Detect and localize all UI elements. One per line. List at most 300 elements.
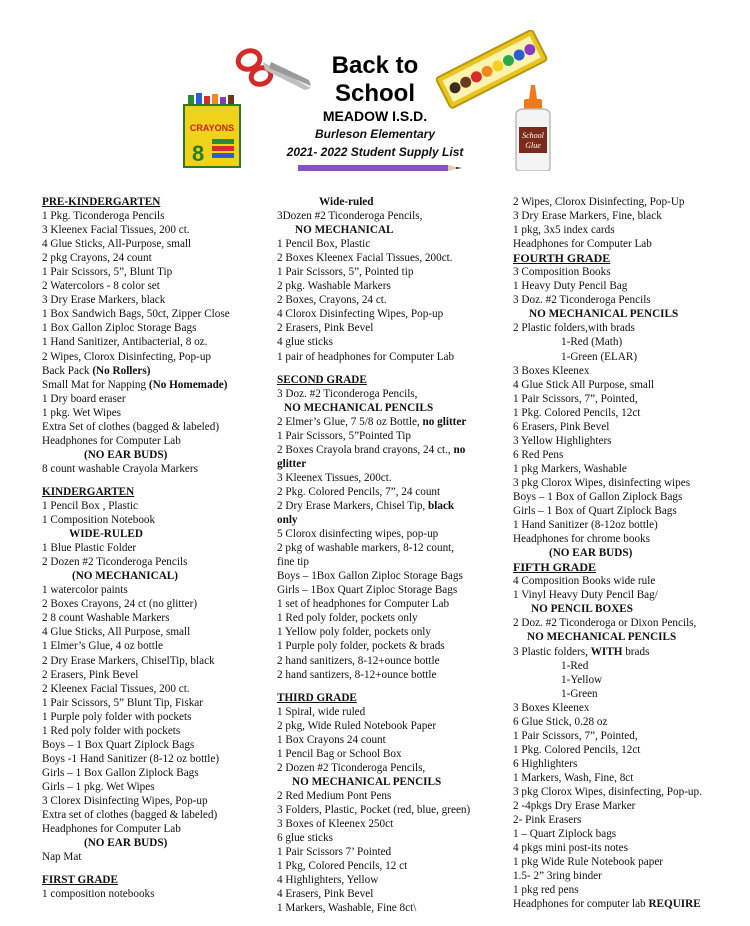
supply-item-text: 2 pkg, Wide Ruled Notebook Paper (277, 719, 437, 732)
supply-item (42, 350, 267, 364)
supply-item-text: 3 Dry Erase Markers, Fine, black (513, 210, 662, 223)
supply-item-text: 3 pkg Clorox Wipes, disinfecting wipes (513, 476, 691, 489)
supply-item (277, 457, 502, 471)
supply-item-text: 2 Doz. #2 Ticonderoga or Dixon Pencils, (513, 617, 697, 630)
supply-item (42, 597, 267, 611)
supply-item (513, 335, 743, 349)
supply-item-text: 1 Yellow poly folder, pockets only (277, 626, 431, 639)
supply-item (513, 602, 743, 616)
supply-item (42, 420, 267, 434)
supply-item (42, 265, 267, 279)
supply-item-text: 3 Kleenex Facial Tissues, 200 ct. (42, 224, 190, 237)
supply-item (277, 803, 502, 817)
supply-item (277, 195, 502, 209)
supply-item (277, 335, 502, 349)
supply-item-text: 2 Dozen #2 Ticonderoga Pencils (42, 556, 188, 569)
supply-item-text: 1 pkg Wide Rule Notebook paper (513, 856, 664, 869)
supply-item (277, 527, 502, 541)
supply-item-text: Headphones for computer lab (513, 898, 649, 911)
supply-item (513, 462, 743, 476)
supply-item (277, 611, 502, 625)
supply-item-text: 1-Red (Math) (561, 336, 623, 349)
supply-item (513, 321, 743, 335)
supply-item-text: 4 Glue Stick All Purpose, small (513, 378, 655, 391)
supply-item-text: 1 Pkg. Colored Pencils, 12ct (513, 743, 641, 756)
supply-item (513, 364, 743, 378)
supply-item-text: 1 Pair Scissors, 5”, Pointed tip (277, 266, 414, 279)
supply-item-text: 1.5- 2” 3ring binder (513, 870, 602, 883)
supply-item (277, 733, 502, 747)
supply-item (513, 687, 743, 701)
section-spacer (42, 476, 267, 485)
supply-item (42, 448, 267, 462)
supply-item-emphasis: no (453, 443, 466, 456)
supply-item-text: (NO EAR BUDS) (84, 448, 168, 461)
supply-item (42, 668, 267, 682)
supply-item (42, 541, 267, 555)
supply-item (277, 307, 502, 321)
supply-item (42, 555, 267, 569)
supply-item (42, 321, 267, 335)
supply-item (42, 710, 267, 724)
supply-item (277, 499, 502, 513)
supply-item (277, 251, 502, 265)
supply-item-text: 3 Clorex Disinfecting Wipes, Pop-up (42, 794, 208, 807)
supply-item-text: glitter (277, 457, 307, 470)
supply-item-text: 5 Clorox disinfecting wipes, pop-up (277, 528, 439, 541)
supply-item (42, 513, 267, 527)
supply-item-text: 4 pkgs mini post-its notes (513, 842, 628, 855)
supply-item-text: 6 glue sticks (277, 832, 333, 845)
supply-item-text: Small Mat for Napping (42, 378, 149, 391)
supply-item-text: 1 Blue Plastic Folder (42, 542, 137, 555)
supply-item-text: 1-Green (561, 687, 598, 700)
supply-item (42, 434, 267, 448)
supply-item-text: 2 Boxes Kleenex Facial Tissues, 200ct. (277, 252, 453, 265)
supply-item (42, 639, 267, 653)
supply-item-text: Back Pack (42, 364, 93, 377)
supply-item-text: 2 Wipes, Clorox Disinfecting, Pop-up (42, 350, 212, 363)
supply-item-text: 1 Box Sandwich Bags, 50ct, Zipper Close (42, 308, 230, 321)
supply-item-text: 4 Composition Books wide rule (513, 575, 656, 588)
supply-item-text: 1 Pencil Bag or School Box (277, 747, 402, 760)
supply-item-text: 2 8 count Washable Markers (42, 612, 170, 625)
supply-item (42, 279, 267, 293)
supply-item (277, 429, 502, 443)
supply-item (513, 265, 743, 279)
supply-item (42, 527, 267, 541)
section-spacer (42, 864, 267, 873)
supply-item (513, 420, 743, 434)
supply-item-text: 1 Dry board eraser (42, 392, 126, 405)
grade-heading-text: PRE-KINDERGARTEN (42, 196, 161, 208)
supply-item-text: 1 watercolor paints (42, 584, 128, 597)
supply-item (513, 799, 743, 813)
supply-item-text: 1 Box Crayons 24 count (277, 733, 386, 746)
supply-item (42, 780, 267, 794)
supply-column-1 (42, 195, 267, 901)
supply-item (277, 321, 502, 335)
supply-item (277, 873, 502, 887)
supply-item-text: 4 Glue Sticks, All-Purpose, small (42, 238, 192, 251)
supply-item-text: Wide-ruled (319, 196, 374, 208)
supply-item (277, 654, 502, 668)
supply-item (513, 350, 743, 364)
supply-item (277, 513, 502, 527)
supply-item-text: 1 Hand Sanitizer, Antibacterial, 8 oz. (42, 336, 208, 349)
title-line-1: Back to (331, 52, 419, 79)
supply-item (513, 588, 743, 602)
supply-item (513, 743, 743, 757)
supply-item-text: 2 Dozen #2 Ticonderoga Pencils, (277, 761, 426, 774)
supply-item-text: 3 Folders, Plastic, Pocket (red, blue, green) (277, 803, 471, 816)
supply-item-text: 1 pkg, 3x5 index cards (513, 224, 615, 237)
supply-item (513, 630, 743, 644)
supply-item-text: 3Dozen #2 Ticonderoga Pencils, (277, 210, 423, 223)
supply-item (277, 237, 502, 251)
list-title: 2021- 2022 Student Supply List (286, 145, 464, 159)
supply-item (42, 794, 267, 808)
supply-item-text: 2 pkg of washable markers, 8-12 count, (277, 542, 455, 555)
supply-item (513, 616, 743, 630)
supply-item (42, 237, 267, 251)
supply-item (513, 771, 743, 785)
supply-item-text: Boys – 1 Box of Gallon Ziplock Bags (513, 490, 683, 503)
grade-heading-text: THIRD GRADE (277, 691, 357, 704)
supply-item-text: (NO EAR BUDS) (84, 837, 168, 850)
supply-item-text: 1 Purple poly folder with pockets (42, 710, 192, 723)
supply-item (513, 209, 743, 223)
supply-item-text: 1 Box Gallon Ziploc Storage Bags (42, 322, 197, 335)
supply-item-text: 2 Erasers, Pink Bevel (42, 668, 139, 681)
grade-heading (513, 251, 743, 265)
supply-item (513, 883, 743, 897)
supply-item-text: Nap Mat (42, 851, 82, 864)
grade-heading-text: KINDERGARTEN (42, 485, 135, 498)
supply-item-text: Headphones for chrome books (513, 533, 651, 546)
supply-item (42, 209, 267, 223)
supply-item-text: 3 Kleenex Tissues, 200ct. (277, 471, 392, 484)
supply-item (277, 293, 502, 307)
crayon-box-number: 8 (192, 141, 205, 166)
supply-item (277, 845, 502, 859)
grade-heading (42, 195, 267, 209)
supply-item-text: 3 Plastic folders, (513, 645, 591, 658)
supply-item-text: Headphones for Computer Lab (513, 238, 652, 251)
supply-item-text: 2 Boxes, Crayons, 24 ct. (277, 294, 387, 307)
supply-item-text: 6 Highlighters (513, 757, 578, 770)
supply-item (42, 696, 267, 710)
supply-item (42, 462, 267, 476)
supply-item (42, 335, 267, 349)
supply-item (513, 645, 743, 659)
supply-item (42, 406, 267, 420)
supply-item-text: 1 Pencil Box , Plastic (42, 499, 139, 512)
supply-item-text: 1 Pencil Box, Plastic (277, 238, 371, 251)
supply-item-text: 1 Hand Sanitizer (8-12oz bottle) (513, 519, 658, 532)
supply-item (277, 555, 502, 569)
supply-item (42, 251, 267, 265)
section-spacer (277, 682, 502, 691)
supply-item (277, 859, 502, 873)
grade-heading (42, 873, 267, 887)
supply-item (277, 569, 502, 583)
supply-item (513, 448, 743, 462)
supply-item (42, 822, 267, 836)
supply-item-text-suffix: brads (622, 645, 650, 658)
supply-item (513, 532, 743, 546)
supply-item (513, 223, 743, 237)
supply-item-text: 1 Pair Scissors, 5”, Blunt Tip (42, 266, 173, 279)
supply-item (277, 597, 502, 611)
grade-heading (42, 485, 267, 499)
supply-item (42, 766, 267, 780)
supply-item-text: 1-Green (ELAR) (561, 350, 638, 363)
supply-item (277, 887, 502, 901)
supply-item-text: 3 Boxes of Kleenex 250ct (277, 818, 394, 831)
supply-item (277, 401, 502, 415)
supply-item-text: 2 Erasers, Pink Bevel (277, 322, 374, 335)
supply-item-text: 2 hand sanitizers, 8-12+ounce bottle (277, 654, 440, 667)
supply-item (42, 293, 267, 307)
supply-item-text: (NO EAR BUDS) (549, 547, 633, 560)
supply-item-text: 1 pair of headphones for Computer Lab (277, 350, 455, 363)
supply-item (42, 583, 267, 597)
district-name: MEADOW I.S.D. (322, 108, 428, 124)
supply-item (513, 701, 743, 715)
supply-item (513, 490, 743, 504)
supply-item-text: 1 Pair Scissors, 5”Pointed Tip (277, 429, 411, 442)
grade-heading-text: SECOND GRADE (277, 373, 367, 386)
supply-item-text: 4 Glue Sticks, All Purpose, small (42, 626, 191, 639)
supply-item-text: 2 Plastic folders,with brads (513, 322, 635, 335)
supply-item-text: NO MECHANICAL PENCILS (292, 775, 442, 788)
supply-item-text: Headphones for Computer Lab (42, 434, 181, 447)
supply-item (513, 855, 743, 869)
supply-item (513, 293, 743, 307)
supply-item-text: 4 Clorox Disinfecting Wipes, Pop-up (277, 308, 444, 321)
supply-item (513, 195, 743, 209)
supply-item (513, 504, 743, 518)
supply-item (42, 836, 267, 850)
supply-item-text: 2 Wipes, Clorox Disinfecting, Pop-Up (513, 196, 685, 208)
grade-heading-text: FIFTH GRADE (513, 560, 597, 575)
supply-item-text: 2 Boxes Crayons, 24 ct (no glitter) (42, 598, 198, 611)
supply-item-text: 2 pkg. Washable Markers (277, 280, 391, 293)
grade-heading-text: FOURTH GRADE (513, 251, 611, 266)
grade-heading (277, 373, 502, 387)
supply-item-text: 1 Pair Scissors, 5” Blunt Tip, Fiskar (42, 696, 203, 709)
supply-item (42, 738, 267, 752)
supply-item-text: Girls – 1 Box of Quart Ziplock Bags (513, 505, 677, 518)
supply-item-text: 1 Vinyl Heavy Duty Pencil Bag/ (513, 589, 658, 602)
supply-item (513, 897, 743, 911)
supply-item (277, 350, 502, 364)
supply-item-text: 1 Spiral, wide ruled (277, 705, 366, 718)
supply-item-text: 1 Red poly folder with pockets (42, 724, 181, 737)
supply-item-text: 1 Markers, Wash, Fine, 8ct (513, 771, 634, 784)
supply-item-text: 1 Heavy Duty Pencil Bag (513, 280, 628, 293)
supply-item (42, 850, 267, 864)
school-name: Burleson Elementary (314, 127, 436, 141)
supply-item (42, 808, 267, 822)
supply-item-text: 3 Dry Erase Markers, black (42, 294, 166, 307)
supply-item-text: 6 Glue Stick, 0.28 oz (513, 715, 608, 728)
supply-item-text: Headphones for Computer Lab (42, 823, 181, 836)
supply-item-text: 1 Pkg, Colored Pencils, 12 ct (277, 860, 408, 873)
supply-item-text: 2 Dry Erase Markers, Chisel Tip, (277, 499, 429, 512)
supply-item (513, 827, 743, 841)
supply-item (513, 546, 743, 560)
supply-item-text: 4 Highlighters, Yellow (277, 874, 379, 887)
glue-label-line-2: Glue (525, 141, 541, 150)
supply-item (513, 715, 743, 729)
supply-item-text: 1 Markers, Washable, Fine 8ct\ (277, 902, 417, 915)
supply-item (277, 485, 502, 499)
supply-item (42, 654, 267, 668)
grade-heading (513, 560, 743, 574)
supply-item-text: 2 Boxes Crayola brand crayons, 24 ct., (277, 443, 454, 456)
pencil-icon (298, 163, 468, 173)
supply-item-text: NO MECHANICAL PENCILS (527, 631, 677, 644)
supply-item (277, 639, 502, 653)
supply-item-text: Boys – 1Box Gallon Ziploc Storage Bags (277, 570, 463, 583)
supply-item (513, 406, 743, 420)
supply-item-text: 2 pkg Crayons, 24 count (42, 252, 152, 265)
supply-item-text: 3 Boxes Kleenex (513, 701, 590, 714)
supply-item-text: 1-Red (561, 659, 589, 672)
supply-item-text: 1 pkg red pens (513, 884, 579, 897)
supply-item (513, 785, 743, 799)
supply-item (42, 392, 267, 406)
supply-item-text: Boys – 1 Box Quart Ziplock Bags (42, 738, 195, 751)
supply-item-text: Extra set of clothes (bagged & labeled) (42, 809, 218, 822)
supply-item (42, 223, 267, 237)
supply-item (277, 831, 502, 845)
supply-column-3 (513, 195, 743, 911)
page-title (300, 52, 450, 108)
supply-item-emphasis: WITH (590, 645, 623, 658)
grade-heading (277, 691, 502, 705)
supply-item (277, 265, 502, 279)
supply-item-text: 3 Yellow Highlighters (513, 434, 612, 447)
supply-item (277, 443, 502, 457)
supply-item (513, 729, 743, 743)
supply-item (277, 387, 502, 401)
supply-item-text: 2 hand santizers, 8-12+ounce bottle (277, 668, 437, 681)
supply-item-text: 1 set of headphones for Computer Lab (277, 598, 450, 611)
supply-item (513, 434, 743, 448)
supply-item-text: 1 – Quart Ziplock bags (513, 828, 617, 841)
supply-item (513, 518, 743, 532)
supply-item (277, 775, 502, 789)
supply-item-text: only (277, 514, 298, 527)
supply-item-text: Girls – 1 Box Gallon Ziplock Bags (42, 766, 199, 779)
supply-item (277, 415, 502, 429)
supply-column-2 (277, 195, 502, 915)
supply-item (277, 209, 502, 223)
supply-item (513, 307, 743, 321)
supply-item-text: 2 Dry Erase Markers, ChiselTip, black (42, 654, 215, 667)
supply-item-text: 2 Kleenex Facial Tissues, 200 ct. (42, 682, 190, 695)
supply-item-text: 3 Composition Books (513, 266, 611, 279)
supply-item-text: 3 Doz. #2 Ticonderoga Pencils (513, 294, 651, 307)
supply-item (42, 569, 267, 583)
supply-item-emphasis: no glitter (422, 415, 467, 428)
supply-item (513, 237, 743, 251)
supply-item (42, 682, 267, 696)
supply-item (42, 499, 267, 513)
supply-item (513, 659, 743, 673)
supply-item (277, 668, 502, 682)
supply-item (277, 471, 502, 485)
supply-item (277, 705, 502, 719)
supply-item-text: fine tip (277, 556, 310, 569)
page-header (0, 0, 750, 180)
supply-item (42, 625, 267, 639)
supply-item (277, 761, 502, 775)
supply-item (277, 789, 502, 803)
supply-item-text: 1 Elmer’s Glue, 4 oz bottle (42, 640, 163, 653)
supply-item (277, 583, 502, 597)
crayon-box-label: CRAYONS (189, 123, 235, 133)
supply-item-text: Boys -1 Hand Sanitizer (8-12 oz bottle) (42, 752, 220, 765)
supply-item-text: 2 Watercolors - 8 color set (42, 280, 160, 293)
supply-item-text: (NO MECHANICAL) (72, 570, 178, 583)
supply-item (42, 752, 267, 766)
supply-item-text: 4 glue sticks (277, 336, 333, 349)
crayon-box-icon (182, 93, 242, 169)
supply-item (42, 611, 267, 625)
supply-item (277, 747, 502, 761)
supply-item (513, 841, 743, 855)
supply-item (513, 757, 743, 771)
supply-item (513, 279, 743, 293)
grade-heading-text: FIRST GRADE (42, 874, 118, 887)
supply-item (277, 223, 502, 237)
supply-item-text: 1 Pkg. Colored Pencils, 12ct (513, 406, 641, 419)
supply-item-text: 2 Pkg. Colored Pencils, 7”, 24 count (277, 485, 441, 498)
supply-item (513, 673, 743, 687)
supply-item-text: 1 pkg Markers, Washable (513, 462, 627, 475)
supply-item-text: 1 Pkg. Ticonderoga Pencils (42, 210, 165, 223)
supply-item (513, 813, 743, 827)
supply-item-text: 3 pkg Clorox Wipes, disinfecting, Pop-up. (513, 785, 702, 798)
supply-item-text: 2 Elmer’s Glue, 7 5/8 oz Bottle, (277, 415, 423, 428)
supply-item (42, 724, 267, 738)
supply-item-text: 2 Red Medium Pont Pens (277, 789, 392, 802)
supply-item-text: 6 Red Pens (513, 448, 564, 461)
supply-item (277, 541, 502, 555)
supply-item (513, 574, 743, 588)
supply-item-text: 2 -4pkgs Dry Erase Marker (513, 800, 636, 813)
supply-item (277, 719, 502, 733)
title-line-2: School (334, 80, 415, 107)
supply-item (513, 392, 743, 406)
supply-item (513, 476, 743, 490)
supply-item-text: 3 Doz. #2 Ticonderoga Pencils, (277, 387, 418, 400)
supply-item (277, 625, 502, 639)
supply-item-text: 1 composition notebooks (42, 888, 155, 901)
supply-item-text: 1 Composition Notebook (42, 514, 156, 527)
supply-item-text: 1 Pair Scissors 7’ Pointed (277, 846, 392, 859)
supply-item-emphasis: (No Rollers) (92, 364, 151, 377)
supply-item-emphasis: REQUIRE (648, 898, 701, 911)
supply-item (277, 279, 502, 293)
supply-item-text: 3 Boxes Kleenex (513, 364, 590, 377)
supply-item (513, 869, 743, 883)
supply-item-text: Extra Set of clothes (bagged & labeled) (42, 420, 220, 433)
